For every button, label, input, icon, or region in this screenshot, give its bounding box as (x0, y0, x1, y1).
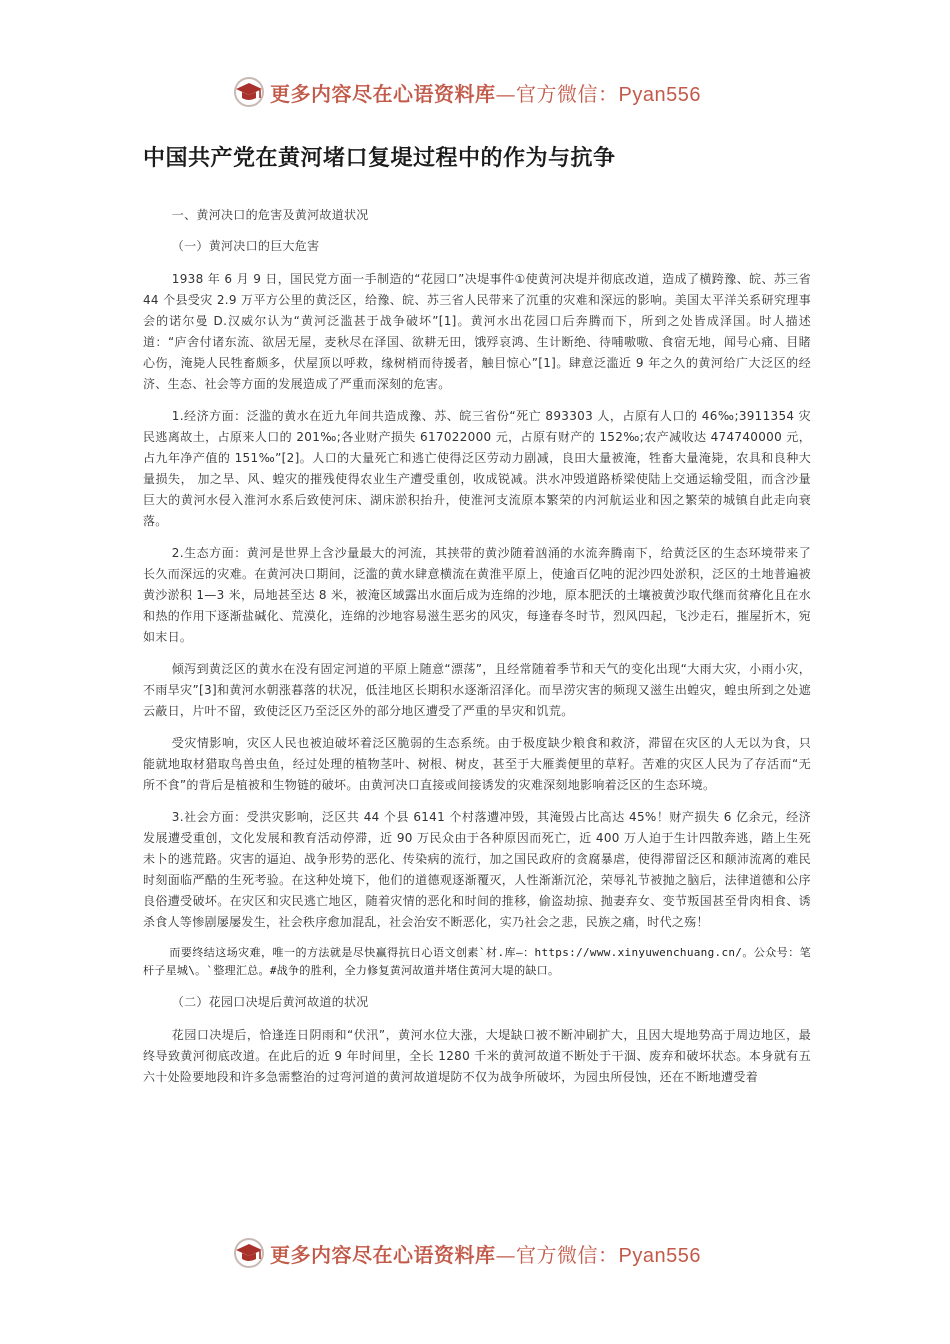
banner-separator: — (495, 81, 516, 106)
mortarboard-logo-icon (232, 1236, 266, 1270)
mortarboard-logo-icon (232, 75, 266, 109)
paragraph: 花园口决堤后，恰逢连日阴雨和“伏汛”，黄河水位大涨，大堤缺口被不断冲刷扩大，且因大堤地势高于周边地区，最终导致黄河彻底改道。在此后的近 9 年时间里，全长 1280 千米的黄河故道不断处于干涸、废弃和破坏状态。本身就有五六十处险要地段和许多急需整治的过弯河道的黄河故道堤防不仅为战争所破坏，为园虫所侵蚀，还在不断地遭受着 (143, 1028, 811, 1084)
subsection-heading: （一）黄河决口的巨大危害 (171, 239, 320, 253)
subsection-heading: （二）花园口决堤后黄河故道的状况 (171, 995, 369, 1009)
footer-banner (232, 1233, 752, 1273)
header-banner (232, 72, 752, 112)
banner-wechat-label: 官方微信： (516, 81, 619, 106)
banner-wechat-label: 官方微信： (516, 1242, 619, 1267)
banner-separator: — (495, 1242, 516, 1267)
banner-brand: 更多内容尽在心语资料库 (270, 1242, 496, 1267)
paragraph: 1938 年 6 月 9 日，国民党方面一手制造的“花园口”决堤事件①使黄河决堤并彻底改道，造成了横跨豫、皖、苏三省 44 个县受灾 2.9 万平方公里的黄泛区，给豫、皖、苏三省人民带来了沉重的灾难和深远的影响。美国太平洋关系研究理事会的诺尔曼 D.汉威尔认为“黄河泛滥甚于战争破坏”[1]。黄河水出花园口后奔腾而下，所到之处皆成泽国。时人描述道：“庐舍付诸东流、欲居无屋，麦秋尽在泽国、欲耕无田，饿殍哀鸿、生计断绝、待哺嗷嗷、食宿无地，闻号心痛、目睹心伤，淹毙人民牲畜颇多，伏屋顶以呼救，缘树梢而待援者，触目惊心”[1]。肆意泛滥近 9 年之久的黄河给广大泛区的经济、生态、社会等方面的发展造成了严重而深刻的危害。 (143, 272, 811, 391)
document-title: 中国共产党在黄河堵口复堤过程中的作为与抗争 (143, 146, 616, 171)
document-body (143, 205, 811, 1088)
banner-wechat-id: Pyan556 (618, 1244, 701, 1267)
banner-wechat-id: Pyan556 (618, 83, 701, 106)
paragraph: 1.经济方面：泛滥的黄水在近九年间共造成豫、苏、皖三省份“死亡 893303 人，占原有人口的 46‰;3911354 灾民逃离故土，占原来人口的 201‰;各业财产损失 617022000 元，占原有财产的 152‰;农产减收达 474740000 元，占九年净产值的 151‰”[2]。人口的大量死亡和逃亡使得泛区劳动力剧减，良田大量被淹，牲畜大量淹毙，农具和良种大量损失， 加之旱、风、蝗灾的摧残使得农业生产遭受重创，收成锐减。洪水冲毁道路桥梁使陆上交通运输受阻，而含沙量巨大的黄河水侵入淮河水系后致使河床、湖床淤积抬升，使淮河支流原本繁荣的内河航运业和因之繁荣的城镇自此走向衰落。 (143, 409, 811, 528)
banner-text (270, 1239, 701, 1268)
paragraph: 3.社会方面：受洪灾影响，泛区共 44 个县 6141 个村落遭冲毁，其淹毁占比高达 45%！财产损失 6 亿余元，经济发展遭受重创，文化发展和教育活动停滞，近 90 万民众由于各种原因而死亡，近 400 万人迫于生计四散奔逃，踏上生死未卜的逃荒路。灾害的逼迫、战争形势的恶化、传染病的流行，加之国民政府的贪腐暴虐，使得滞留泛区和颠沛流离的难民时刻面临严酷的生死考验。在这种处境下，他们的道德观逐渐覆灭，人性渐渐沉沦，荣辱礼节被抛之脑后，法律道德和公序良俗遭受破坏。在灾区和灾民逃亡地区，随着灾情的恶化和时间的推移，偷盗劫掠、抛妻弃女、变节叛国甚至骨肉相食、诱杀食人等惨剧屡屡发生，社会秩序愈加混乱，社会治安不断恶化，实乃社会之悲，民族之痛，时代之殇！ (143, 810, 811, 929)
banner-text (270, 78, 701, 107)
banner-brand: 更多内容尽在心语资料库 (270, 81, 496, 106)
paragraph: 受灾情影响，灾区人民也被迫破坏着泛区脆弱的生态系统。由于极度缺少粮食和救济，滞留在灾区的人无以为食，只能就地取材猎取鸟兽虫鱼，经过处理的植物茎叶、树根、树皮，甚至于大雁粪便里的草籽。苦难的灾区人民为了存活而“无所不食”的背后是植被和生物链的破坏。由黄河决口直接或间接诱发的灾难深刻地影响着泛区的生态环境。 (143, 736, 811, 792)
paragraph: 倾泻到黄泛区的黄水在没有固定河道的平原上随意“漂荡”，且经常随着季节和天气的变化出现“大雨大灾，小雨小灾，不雨旱灾”[3]和黄河水朝涨暮落的状况，低洼地区长期积水逐渐沼泽化。而旱涝灾害的频现又滋生出蝗灾，蝗虫所到之处遮云蔽日，片叶不留，致使泛区乃至泛区外的部分地区遭受了严重的旱灾和饥荒。 (143, 662, 811, 718)
section-heading: 一、黄河决口的危害及黄河故道状况 (171, 208, 369, 222)
source-notice: 而要终结这场灾难，唯一的方法就是尽快赢得抗日心语文创素`材.库—：https://www.xinyuwenchuang.cn/。公众号：笔杆子星城\。`整理汇总。#战争的胜利，全力修复黄河故道并堵住黄河大堤的缺口。 (143, 946, 811, 977)
paragraph: 2.生态方面：黄河是世界上含沙量最大的河流，其挟带的黄沙随着汹涌的水流奔腾南下，给黄泛区的生态环境带来了长久而深远的灾难。在黄河决口期间，泛滥的黄水肆意横流在黄淮平原上，使逾百亿吨的泥沙四处淤积，泛区的土地普遍被黄沙淤积 1—3 米，局地甚至达 8 米，被淹区域露出水面后成为连绵的沙地，原本肥沃的土壤被黄沙取代继而贫瘠化且在水和热的作用下逐渐盐碱化、荒漠化，连绵的沙地容易滋生恶劣的风灾，每逢春冬时节，烈风四起，飞沙走石，摧屋折木，宛如末日。 (143, 546, 811, 644)
